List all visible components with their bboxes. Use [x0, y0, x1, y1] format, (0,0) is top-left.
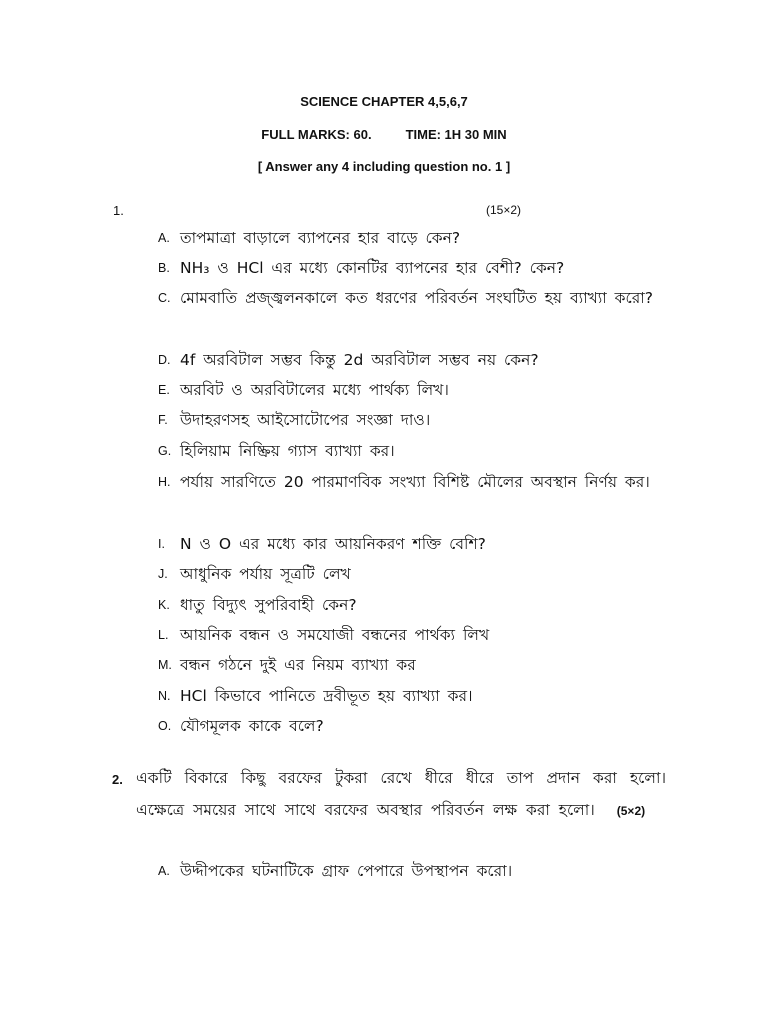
item-letter: A. — [158, 231, 170, 245]
item-letter: I. — [158, 537, 165, 551]
question-1-item-h — [158, 467, 678, 497]
item-text: অরবিট ও অরবিটালের মধ্যে পার্থক্য লিখ। — [180, 381, 449, 399]
item-text: উদ্দীপকের ঘটনাটিকে গ্রাফ পেপারে উপস্থাপন করো। — [180, 862, 513, 880]
item-text: মোমবাতি প্রজ্জ্বলনকালে কত ধরণের পরিবর্তন সংঘটিত হয় ব্যাখ্যা করো? — [180, 289, 653, 307]
item-letter: N. — [158, 689, 171, 703]
item-text: বন্ধন গঠনে দুই এর নিয়ম ব্যাখ্যা কর — [180, 656, 416, 674]
item-letter: D. — [158, 353, 171, 367]
question-2-stem — [136, 762, 666, 827]
question-2-item-a — [158, 856, 678, 886]
question-1-item-f — [158, 405, 678, 435]
question-1-marks: (15×2) — [486, 203, 522, 217]
item-text: আয়নিক বন্ধন ও সমযোজী বন্ধনের পার্থক্য লিখ — [180, 626, 490, 644]
item-letter: O. — [158, 719, 172, 733]
item-text: আধুনিক পর্যায় সূত্রটি লেখ — [180, 565, 351, 583]
question-1-item-b — [158, 253, 678, 283]
item-text: উদাহরণসহ আইসোটোপের সংজ্ঞা দাও। — [180, 411, 431, 429]
question-1-item-j — [158, 559, 678, 589]
item-text: N ও O এর মধ্যে কার আয়নিকরণ শক্তি বেশি? — [180, 535, 486, 553]
question-2-number: 2. — [112, 772, 123, 787]
item-letter: E. — [158, 383, 170, 397]
exam-instruction: [ Answer any 4 including question no. 1 ] — [257, 159, 511, 174]
item-text: পর্যায় সারণিতে 20 পারমাণবিক সংখ্যা বিশিষ্ট মৌলের অবস্থান নির্ণয় কর। — [180, 473, 650, 491]
item-letter: F. — [158, 413, 168, 427]
item-letter: M. — [158, 658, 172, 672]
item-letter: L. — [158, 628, 169, 642]
item-letter: H. — [158, 475, 171, 489]
full-marks: FULL MARKS: 60. — [261, 127, 372, 142]
item-text: তাপমাত্রা বাড়ালে ব্যাপনের হার বাড়ে কেন? — [180, 229, 461, 247]
question-1-item-m — [158, 650, 678, 680]
question-1-item-g — [158, 436, 678, 466]
question-1-item-o — [158, 711, 678, 741]
question-1-item-d — [158, 345, 678, 375]
exam-title: SCIENCE CHAPTER 4,5,6,7 — [300, 94, 468, 109]
question-1-item-e — [158, 375, 678, 405]
question-1-item-i — [158, 529, 678, 559]
item-letter: A. — [158, 864, 170, 878]
item-letter: G. — [158, 444, 172, 458]
question-1-item-n — [158, 681, 678, 711]
item-text: 4f অরবিটাল সম্ভব কিন্তু 2d অরবিটাল সম্ভব নয় কেন? — [180, 351, 539, 369]
question-1-item-a — [158, 223, 678, 253]
item-text: ধাতু বিদ্যুৎ সুপরিবাহী কেন? — [180, 596, 357, 614]
item-letter: C. — [158, 291, 171, 305]
item-text: হিলিয়াম নিষ্ক্রিয় গ্যাস ব্যাখ্যা কর। — [180, 442, 395, 460]
question-2-stem-text: একটি বিকারে কিছু বরফের টুকরা রেখে ধীরে ধীরে তাপ প্রদান করা হলো। এক্ষেত্রে সময়ের সাথে সাথে বরফের অবস্থার পরিবর্তন লক্ষ করা হলো। — [136, 769, 666, 819]
question-2-marks: (5×2) — [616, 804, 646, 818]
question-1-item-k — [158, 590, 678, 620]
exam-time: TIME: 1H 30 MIN — [405, 127, 507, 142]
item-text: HCl কিভাবে পানিতে দ্রবীভূত হয় ব্যাখ্যা কর। — [180, 687, 473, 705]
question-1-item-c — [158, 283, 678, 313]
item-text: যৌগমূলক কাকে বলে? — [180, 717, 324, 735]
item-letter: B. — [158, 261, 170, 275]
question-1-item-l — [158, 620, 678, 650]
item-letter: K. — [158, 598, 170, 612]
question-1-number: 1. — [113, 203, 124, 218]
marks-time-line — [0, 127, 768, 142]
item-text: NH₃ ও HCl এর মধ্যে কোনটির ব্যাপনের হার বেশী? কেন? — [180, 259, 565, 277]
item-letter: J. — [158, 567, 168, 581]
